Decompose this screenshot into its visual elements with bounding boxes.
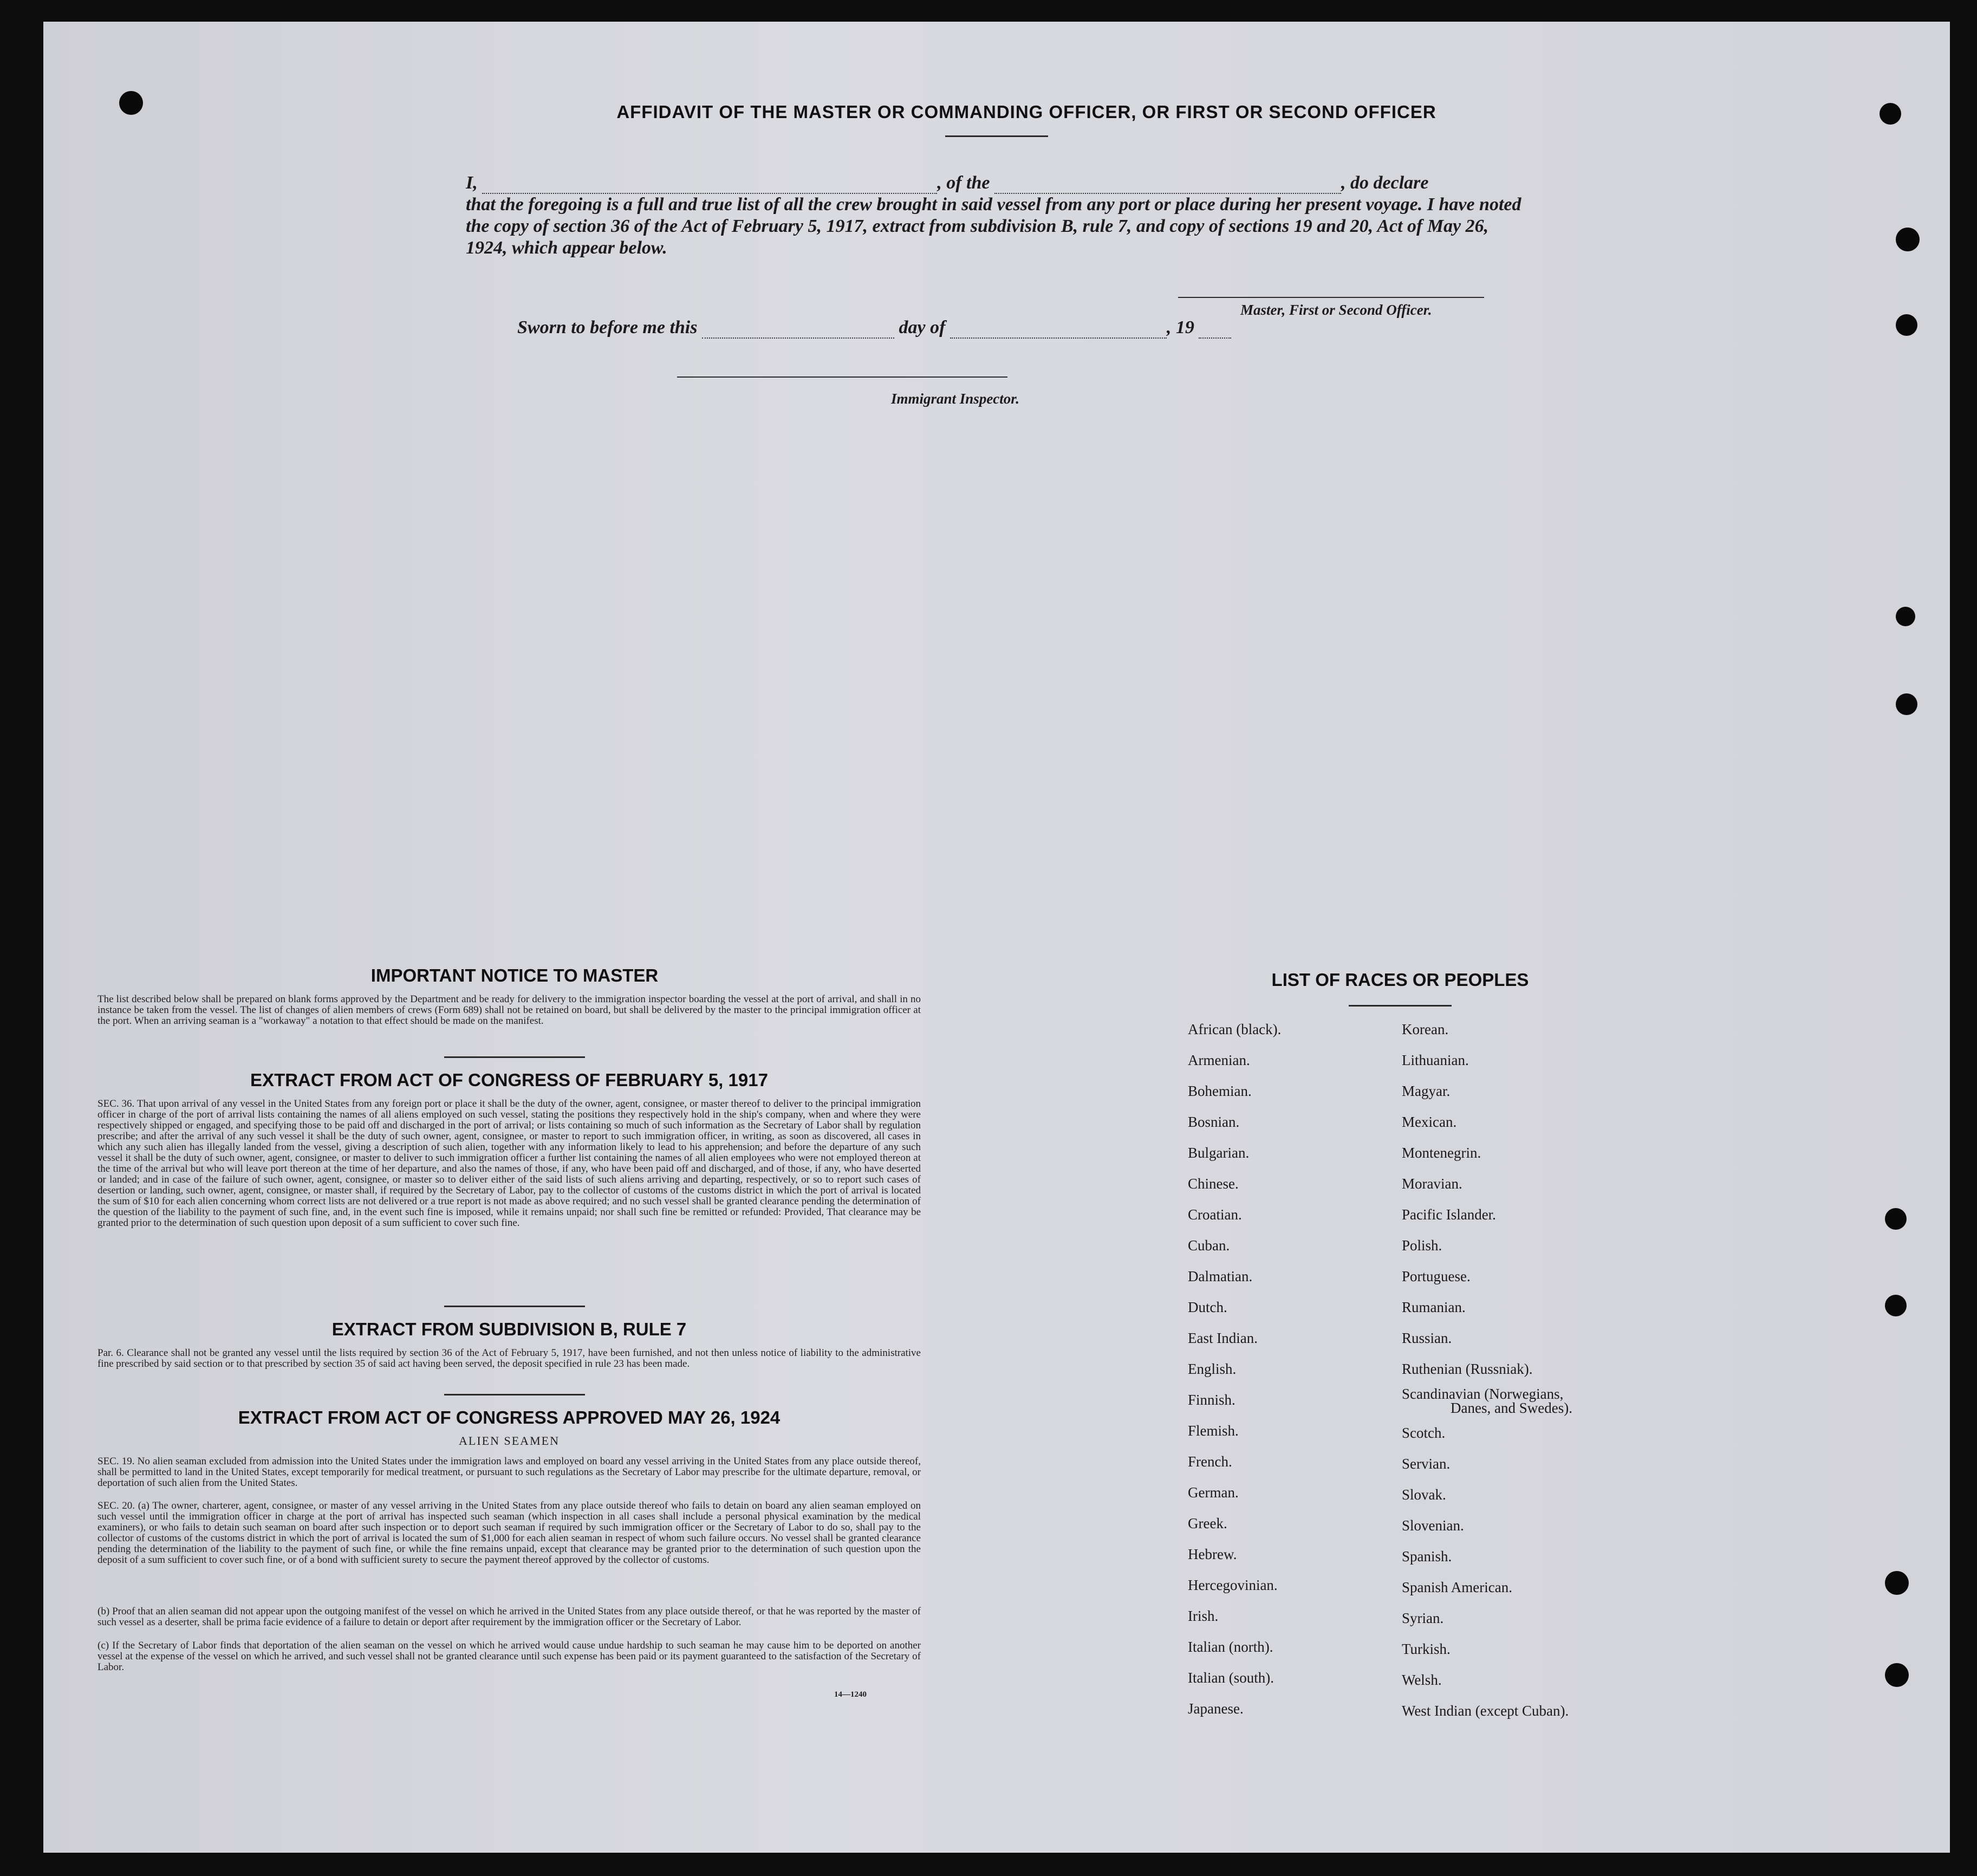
race-item: Croatian. <box>1188 1206 1242 1223</box>
races-divider <box>1349 1005 1452 1007</box>
race-item: English. <box>1188 1361 1237 1377</box>
notice-text: The list described below shall be prepared on blank forms approved by the Department and be ready for delivery to the immigration inspector boarding the vessel at the port of arrival, and shall in no instance be taken from the vessel. The list of changes of alien members of crews (Form 689) shall not be retained on board, but shall be delivered by the master to the principal immigration officer at the port. When an arriving seaman is a "workaway" a notation to that effect should be made on the manifest. <box>97 994 921 1027</box>
race-item: Montenegrin. <box>1402 1145 1481 1161</box>
race-item: Slovenian. <box>1402 1517 1464 1534</box>
race-item: Finnish. <box>1188 1392 1235 1408</box>
race-item: Armenian. <box>1188 1052 1250 1068</box>
section-divider <box>444 1394 585 1395</box>
name-field[interactable] <box>482 178 937 194</box>
binder-hole <box>1896 693 1917 715</box>
race-item: Irish. <box>1188 1608 1219 1624</box>
binder-hole <box>1885 1571 1909 1595</box>
year-label: , 19 <box>1166 317 1194 337</box>
race-item: Bohemian. <box>1188 1083 1252 1099</box>
sworn-month-field[interactable] <box>950 322 1167 339</box>
races-right-column <box>1402 1014 1572 1726</box>
race-item: Moravian. <box>1402 1176 1462 1192</box>
race-item: Korean. <box>1402 1021 1449 1037</box>
sworn-label: Sworn to before me this <box>517 317 698 337</box>
extract-1917-title: EXTRACT FROM ACT OF CONGRESS OF FEBRUARY 5, 1917 <box>250 1070 768 1090</box>
extract-1924-title: EXTRACT FROM ACT OF CONGRESS APPROVED MAY 26, 1924 <box>238 1407 781 1427</box>
race-item: West Indian (except Cuban). <box>1402 1703 1569 1719</box>
race-item: Chinese. <box>1188 1176 1239 1192</box>
affidavit-title: AFFIDAVIT OF THE MASTER OR COMMANDING OFFICER, OR FIRST OR SECOND OFFICER <box>616 102 1436 122</box>
section-divider <box>444 1056 585 1058</box>
race-item-line1: Scandinavian (Norwegians, <box>1402 1386 1564 1402</box>
race-item: Flemish. <box>1188 1423 1239 1439</box>
master-signature-line <box>1178 297 1484 298</box>
section-divider <box>444 1306 585 1307</box>
race-item: Spanish American. <box>1402 1579 1512 1595</box>
sworn-day-field[interactable] <box>702 322 894 339</box>
race-item: Dalmatian. <box>1188 1268 1253 1284</box>
affidavit-of-label: , of the <box>937 173 990 193</box>
race-item: Pacific Islander. <box>1402 1206 1496 1223</box>
race-item: Lithuanian. <box>1402 1052 1469 1068</box>
race-item: Bulgarian. <box>1188 1145 1250 1161</box>
race-item: Dutch. <box>1188 1299 1227 1315</box>
race-item: Hercegovinian. <box>1188 1577 1278 1593</box>
rule7-title: EXTRACT FROM SUBDIVISION B, RULE 7 <box>331 1319 687 1339</box>
race-item: Magyar. <box>1402 1083 1451 1099</box>
binder-hole <box>119 91 143 115</box>
race-item: Servian. <box>1402 1456 1451 1472</box>
extract-1924-sec20c: (c) If the Secretary of Labor finds that deportation of the alien seaman on the vessel on which he arrived would cause undue hardship to such seaman he may cause him to be deported on another vessel at the expense of the vessel on which he arrived, and such vessel shall not be granted clearance until such expense has been paid or its payment guaranteed to the satisfaction of the Secretary of Labor. <box>97 1640 921 1673</box>
notice-title: IMPORTANT NOTICE TO MASTER <box>370 965 659 985</box>
race-item: African (black). <box>1188 1021 1282 1037</box>
extract-1924-sec20b: (b) Proof that an alien seaman did not appear upon the outgoing manifest of the vessel on which he arrived in the United States from any place outside thereof, or that he was reported by the master of such vessel as a deserter, shall be prima facie evidence of a failure to detain or deport after requirement by the immigration officer or the Secretary of Labor. <box>97 1606 921 1628</box>
races-title: LIST OF RACES OR PEOPLES <box>1271 970 1529 990</box>
sworn-line <box>517 317 1330 339</box>
race-item: East Indian. <box>1188 1330 1258 1346</box>
race-item: Polish. <box>1402 1237 1442 1254</box>
inspector-signature-line <box>677 377 1007 378</box>
master-signature-label: Master, First or Second Officer. <box>1240 302 1432 318</box>
extract-1924-sec19: SEC. 19. No alien seaman excluded from admission into the United States under the immigration laws and employed on board any vessel arriving in the United States from any place outside thereof, shall be permitted to land in the United States, except temporarily for medical treatment, or pursuant to such regulations as the Secretary of Labor may prescribe for the ultimate departure, removal, or deportation of such alien from the United States. <box>97 1456 921 1489</box>
title-divider <box>945 135 1048 137</box>
binder-hole <box>1896 228 1920 251</box>
race-item: Portuguese. <box>1402 1268 1471 1284</box>
affidavit-i-label: I, <box>466 173 478 193</box>
race-item: Syrian. <box>1402 1610 1444 1626</box>
binder-hole <box>1885 1295 1907 1316</box>
race-item: Japanese. <box>1188 1700 1244 1717</box>
race-item: German. <box>1188 1484 1239 1501</box>
extract-1924-subtitle: ALIEN SEAMEN <box>459 1434 560 1447</box>
extract-1917-text: SEC. 36. That upon arrival of any vessel in the United States from any foreign port or place it shall be the duty of the owner, agent, consignee, or master thereof to deliver to the principal immigration officer in charge of the port of arrival lists containing the names of all aliens employed on such vessel, stating the positions they respectively hold in the ship's company, when and where they were respectively shipped or engaged, and specifying those to be paid off and discharged in the port of arrival; or lists containing so much of such information as the Secretary of Labor shall by regulation prescribe; and after the arrival of any such vessel it shall be the duty of such owner, agent, consignee, or master to report to such immigration officer, in writing, as soon as discovered, all cases in which any such alien has illegally landed from the vessel, giving a description of such alien, together with any information likely to lead to his apprehension; and before the departure of any such vessel it shall be the duty of such owner, agent, consignee, or master to deliver to such immigration officer a further list containing the names of all alien employees who were not employed thereon at the time of the arrival but who will leave port thereon at the time of her departure, and also the names of those, if any, who have been paid off and discharged, and of those, if any, who have deserted or landed; and in case of the failure of such owner, agent, consignee, or master so to deliver either of the said lists of such aliens arriving and departing, respectively, or so to report such cases of desertion or landing, such owner, agent, consignee, or master shall, if required by the Secretary of Labor, pay to the collector of customs of the customs district in which the port of arrival is located the sum of $10 for each alien concerning whom correct lists are not delivered or a true report is not made as above required; and no such vessel shall be granted clearance pending the determination of the question of the liability to the payment of such fine, and, in the event such fine is imposed, while it remains unpaid; nor shall such fine be remitted or refunded: Provided, That clearance may be granted prior to the determination of such question upon deposit of a sum sufficient to cover such fine. <box>97 1098 921 1229</box>
vessel-field[interactable] <box>994 178 1341 194</box>
race-item: Bosnian. <box>1188 1114 1240 1130</box>
inspector-label: Immigrant Inspector. <box>891 391 1020 407</box>
document-page <box>43 22 1950 1853</box>
race-item: Rumanian. <box>1402 1299 1466 1315</box>
binder-hole <box>1885 1208 1907 1230</box>
affidavit-body: that the foregoing is a full and true list of all the crew brought in said vessel from any port or place during her present voyage. I have noted the copy of section 36 of the Act of February 5, 1917, extract from subdivision B, rule 7, and copy of sections 19 and 20, Act of May 26, 1924, which appear below. <box>466 194 1521 258</box>
race-item-line2: Danes, and Swedes). <box>1451 1400 1572 1416</box>
race-item: Welsh. <box>1402 1672 1442 1688</box>
race-item: Italian (north). <box>1188 1639 1273 1655</box>
affidavit-declaration-line <box>466 172 1549 194</box>
rule7-text: Par. 6. Clearance shall not be granted any vessel until the lists required by section 36 of the Act of February 5, 1917, have been furnished, and not then unless notice of liability to the administrative fine prescribed by said section or to that prescribed by section 35 of said act having been served, the deposit specified in rule 23 has been made. <box>97 1347 921 1369</box>
affidavit-declare-label: , do declare <box>1341 173 1429 193</box>
race-item <box>1402 1385 1572 1418</box>
race-item: Russian. <box>1402 1330 1452 1346</box>
race-item: Greek. <box>1188 1515 1227 1531</box>
race-item: Scotch. <box>1402 1425 1446 1441</box>
form-number: 14—1240 <box>834 1690 867 1699</box>
race-item: Spanish. <box>1402 1548 1452 1565</box>
binder-hole <box>1896 607 1915 626</box>
race-item: French. <box>1188 1453 1232 1470</box>
race-item: Ruthenian (Russniak). <box>1402 1361 1533 1377</box>
sworn-year-field[interactable] <box>1199 322 1231 339</box>
binder-hole <box>1880 103 1901 125</box>
binder-hole <box>1896 314 1917 336</box>
day-of-label: day of <box>899 317 946 337</box>
race-item: Mexican. <box>1402 1114 1457 1130</box>
race-item: Italian (south). <box>1188 1670 1274 1686</box>
race-item: Slovak. <box>1402 1486 1446 1503</box>
race-item: Hebrew. <box>1188 1546 1237 1562</box>
extract-1924-sec20a: SEC. 20. (a) The owner, charterer, agent, consignee, or master of any vessel arriving in the United States from any place outside thereof who fails to detain on board any alien seaman employed on such vessel until the immigration officer in charge at the port of arrival has inspected such seaman (which inspection in all cases shall include a personal physical examination by the medical examiners), or who fails to detain such seaman on board after such inspection or to deport such seaman if required by such immigration officer or the Secretary of Labor to do so, shall pay to the collector of customs of the customs district in which the port of arrival is located the sum of $1,000 for each alien seaman in respect of whom such failure occurs. No vessel shall be granted clearance pending the determination of the liability to the payment of such fine, or while the fine remains unpaid, except that clearance may be granted prior to the determination of such question upon the deposit of a sum sufficient to cover such fine, or of a bond with sufficient surety to secure the payment thereof approved by the collector of customs. <box>97 1500 921 1566</box>
binder-hole <box>1885 1663 1909 1687</box>
races-left-column <box>1188 1014 1281 1724</box>
race-item: Cuban. <box>1188 1237 1230 1254</box>
race-item: Turkish. <box>1402 1641 1451 1657</box>
